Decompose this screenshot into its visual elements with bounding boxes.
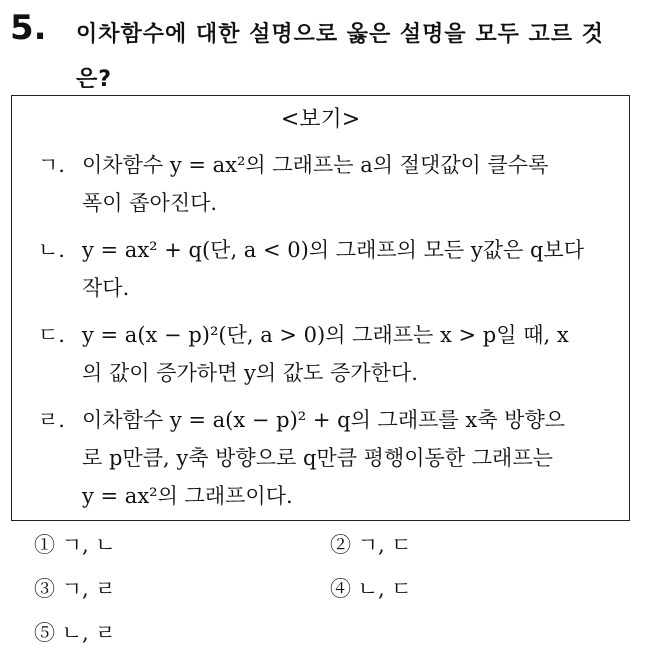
bogi-item-mark: ㄱ. bbox=[38, 153, 65, 177]
bogi-item-line: 의 값이 증가하면 y의 값도 증가한다. bbox=[82, 361, 418, 385]
choice-3[interactable]: ③ ㄱ, ㄹ bbox=[34, 577, 116, 601]
bogi-item-line: y = ax²의 그래프이다. bbox=[82, 484, 293, 508]
bogi-item-2 bbox=[38, 231, 613, 307]
bogi-title: <보기> bbox=[280, 107, 361, 132]
bogi-item-mark: ㄹ. bbox=[38, 408, 65, 432]
choice-4[interactable]: ④ ㄴ, ㄷ bbox=[330, 577, 412, 601]
bogi-item-line: 이차함수 y = a(x − p)² + q의 그래프를 x축 방향으 bbox=[82, 408, 566, 432]
choice-5[interactable]: ⑤ ㄴ, ㄹ bbox=[34, 621, 116, 645]
bogi-item-4 bbox=[38, 401, 613, 515]
bogi-item-3 bbox=[38, 316, 613, 392]
bogi-item-line: y = ax² + q(단, a < 0)의 그래프의 모든 y값은 q보다 bbox=[82, 238, 584, 262]
bogi-item-line: y = a(x − p)²(단, a > 0)의 그래프는 x > p일 때, x bbox=[82, 323, 569, 347]
question-number: 5. bbox=[10, 8, 47, 48]
choice-1[interactable]: ① ㄱ, ㄴ bbox=[34, 533, 116, 557]
bogi-item-line: 작다. bbox=[82, 276, 130, 300]
bogi-item-line: 이차함수 y = ax²의 그래프는 a의 절댓값이 클수록 bbox=[82, 153, 549, 177]
bogi-item-mark: ㄷ. bbox=[38, 323, 65, 347]
bogi-item-mark: ㄴ. bbox=[38, 238, 65, 262]
question-text: 이차함수에 대한 설명으로 옳은 설명을 모두 고르 것은? bbox=[76, 22, 604, 92]
bogi-item-1 bbox=[38, 146, 613, 222]
bogi-item-line: 폭이 좁아진다. bbox=[82, 191, 218, 215]
bogi-item-line: 로 p만큼, y축 방향으로 q만큼 평행이동한 그래프는 bbox=[82, 446, 553, 470]
choice-2[interactable]: ② ㄱ, ㄷ bbox=[330, 533, 412, 557]
bogi-box bbox=[11, 95, 630, 521]
